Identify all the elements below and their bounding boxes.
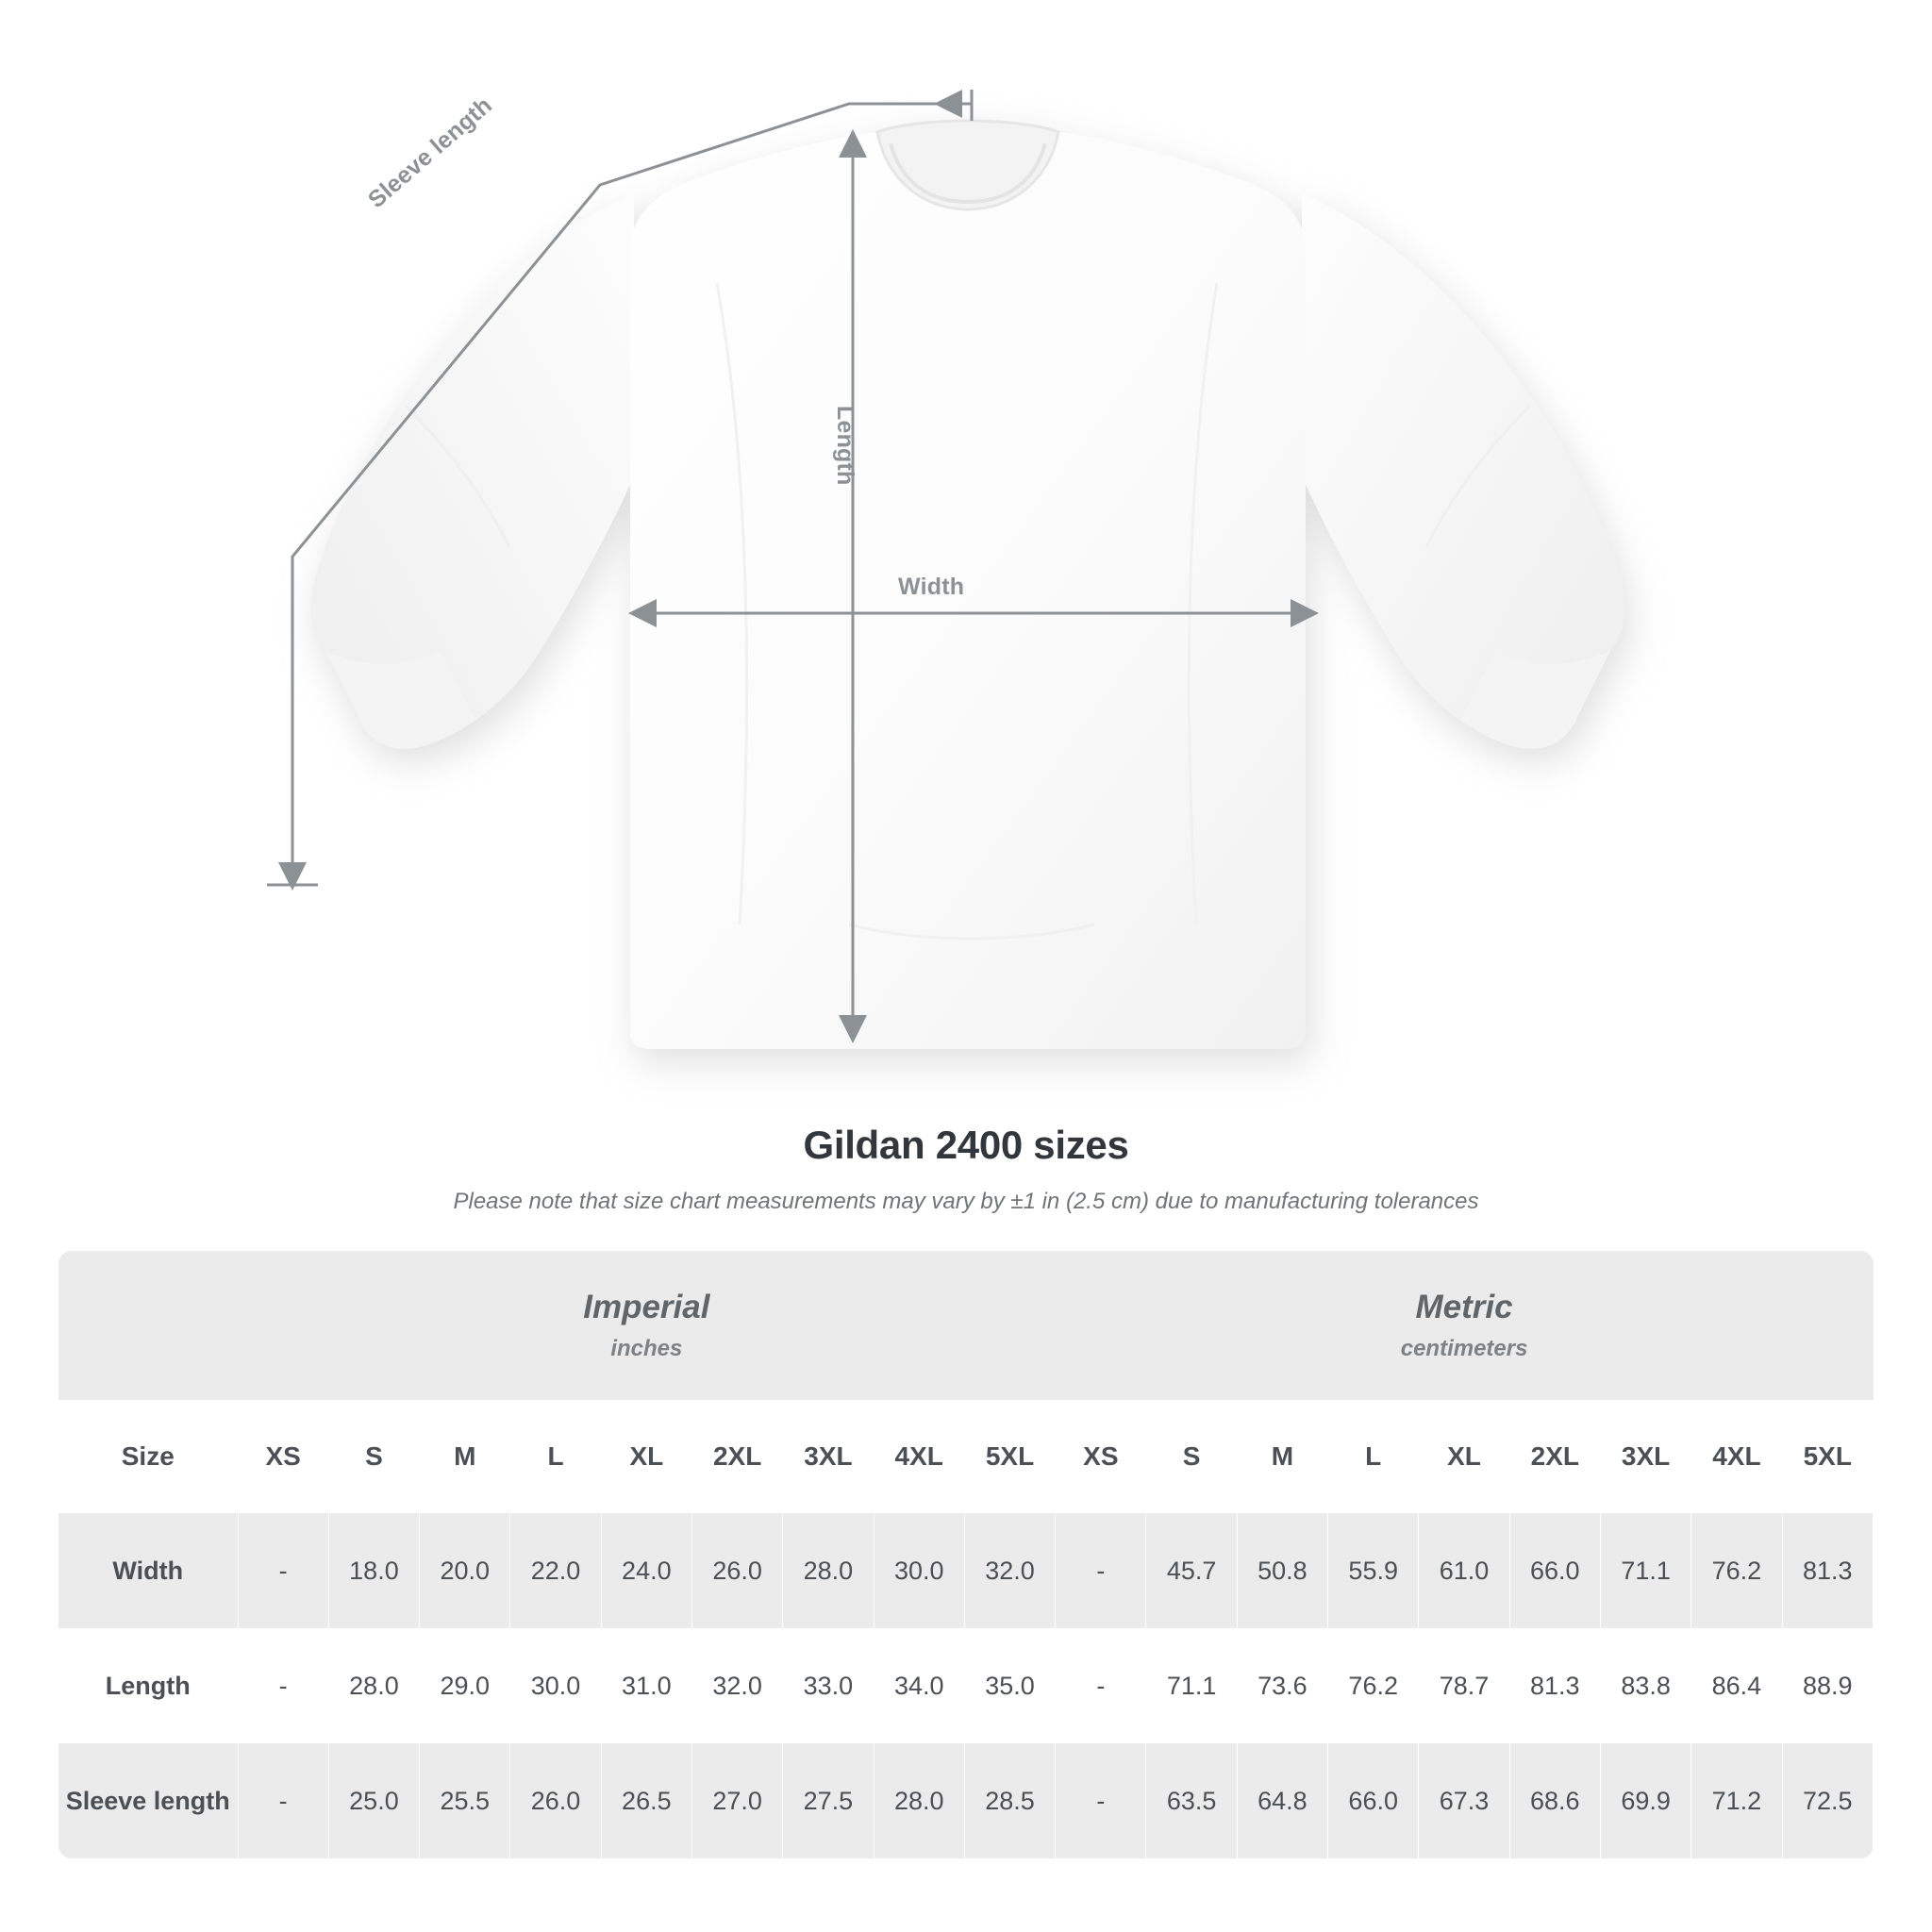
unit-row-spacer xyxy=(58,1251,238,1400)
size-col-imperial-2xl: 2XL xyxy=(691,1400,782,1513)
row-label-sleeve-length: Sleeve length xyxy=(58,1743,238,1858)
table-row xyxy=(58,1513,1874,1628)
length-dimension-label: Length xyxy=(832,406,858,486)
cell-sleeve-metric-2xl: 68.6 xyxy=(1509,1743,1600,1858)
size-col-metric-4xl: 4XL xyxy=(1691,1400,1782,1513)
cell-width-imperial-3xl: 28.0 xyxy=(783,1513,874,1628)
cell-length-imperial-2xl: 32.0 xyxy=(691,1628,782,1743)
cell-sleeve-imperial-3xl: 27.5 xyxy=(783,1743,874,1858)
cell-width-imperial-s: 18.0 xyxy=(328,1513,419,1628)
unit-group-imperial-sub: inches xyxy=(610,1336,683,1361)
size-col-imperial-s: S xyxy=(328,1400,419,1513)
cell-length-metric-xs: - xyxy=(1056,1628,1146,1743)
cell-width-metric-m: 50.8 xyxy=(1237,1513,1327,1628)
cell-width-metric-4xl: 76.2 xyxy=(1691,1513,1782,1628)
unit-group-row xyxy=(58,1251,1874,1400)
unit-group-imperial xyxy=(238,1251,1056,1400)
cell-length-imperial-xl: 31.0 xyxy=(601,1628,691,1743)
cell-length-metric-m: 73.6 xyxy=(1237,1628,1327,1743)
cell-width-imperial-2xl: 26.0 xyxy=(691,1513,782,1628)
size-col-metric-m: M xyxy=(1237,1400,1327,1513)
cell-sleeve-metric-xl: 67.3 xyxy=(1419,1743,1509,1858)
size-col-imperial-4xl: 4XL xyxy=(874,1400,964,1513)
cell-sleeve-imperial-l: 26.0 xyxy=(510,1743,601,1858)
cell-width-metric-l: 55.9 xyxy=(1328,1513,1419,1628)
size-header-cell: Size xyxy=(58,1400,238,1513)
cell-width-imperial-xs: - xyxy=(238,1513,328,1628)
size-col-metric-l: L xyxy=(1328,1400,1419,1513)
cell-sleeve-metric-4xl: 71.2 xyxy=(1691,1743,1782,1858)
cell-length-metric-xl: 78.7 xyxy=(1419,1628,1509,1743)
size-table-container xyxy=(58,1251,1874,1858)
cell-length-imperial-4xl: 34.0 xyxy=(874,1628,964,1743)
cell-width-metric-5xl: 81.3 xyxy=(1782,1513,1873,1628)
cell-width-metric-s: 45.7 xyxy=(1146,1513,1237,1628)
cell-length-imperial-l: 30.0 xyxy=(510,1628,601,1743)
size-table xyxy=(58,1251,1874,1858)
size-col-imperial-5xl: 5XL xyxy=(964,1400,1055,1513)
cell-length-metric-l: 76.2 xyxy=(1328,1628,1419,1743)
cell-length-metric-s: 71.1 xyxy=(1146,1628,1237,1743)
cell-sleeve-metric-3xl: 69.9 xyxy=(1600,1743,1690,1858)
size-col-imperial-m: M xyxy=(420,1400,510,1513)
cell-sleeve-imperial-2xl: 27.0 xyxy=(691,1743,782,1858)
size-col-metric-2xl: 2XL xyxy=(1509,1400,1600,1513)
size-col-metric-xs: XS xyxy=(1056,1400,1146,1513)
sleeve-length-dimension-label: Sleeve length xyxy=(363,92,497,214)
size-col-imperial-l: L xyxy=(510,1400,601,1513)
cell-length-imperial-m: 29.0 xyxy=(420,1628,510,1743)
cell-width-imperial-4xl: 30.0 xyxy=(874,1513,964,1628)
cell-sleeve-imperial-xl: 26.5 xyxy=(601,1743,691,1858)
row-label-length: Length xyxy=(58,1628,238,1743)
title-block xyxy=(0,1123,1932,1215)
cell-sleeve-imperial-4xl: 28.0 xyxy=(874,1743,964,1858)
unit-group-imperial-name: Imperial xyxy=(583,1289,710,1325)
row-label-width: Width xyxy=(58,1513,238,1628)
cell-width-metric-xl: 61.0 xyxy=(1419,1513,1509,1628)
size-col-imperial-xl: XL xyxy=(601,1400,691,1513)
cell-length-metric-2xl: 81.3 xyxy=(1509,1628,1600,1743)
size-col-imperial-xs: XS xyxy=(238,1400,328,1513)
cell-length-imperial-xs: - xyxy=(238,1628,328,1743)
table-row xyxy=(58,1743,1874,1858)
cell-sleeve-metric-l: 66.0 xyxy=(1328,1743,1419,1858)
cell-width-imperial-m: 20.0 xyxy=(420,1513,510,1628)
cell-width-metric-3xl: 71.1 xyxy=(1600,1513,1690,1628)
cell-length-imperial-s: 28.0 xyxy=(328,1628,419,1743)
cell-width-metric-xs: - xyxy=(1056,1513,1146,1628)
width-dimension-label: Width xyxy=(898,574,965,600)
tolerance-note: Please note that size chart measurements may vary by ±1 in (2.5 cm) due to manufacturing tolerances xyxy=(453,1189,1479,1214)
cell-sleeve-imperial-m: 25.5 xyxy=(420,1743,510,1858)
cell-sleeve-imperial-5xl: 28.5 xyxy=(964,1743,1055,1858)
table-row xyxy=(58,1628,1874,1743)
size-col-metric-5xl: 5XL xyxy=(1782,1400,1873,1513)
cell-length-imperial-5xl: 35.0 xyxy=(964,1628,1055,1743)
size-header-row xyxy=(58,1400,1874,1513)
cell-sleeve-metric-m: 64.8 xyxy=(1237,1743,1327,1858)
cell-sleeve-imperial-xs: - xyxy=(238,1743,328,1858)
cell-sleeve-metric-xs: - xyxy=(1056,1743,1146,1858)
size-col-metric-s: S xyxy=(1146,1400,1237,1513)
cell-length-imperial-3xl: 33.0 xyxy=(783,1628,874,1743)
cell-width-metric-2xl: 66.0 xyxy=(1509,1513,1600,1628)
size-col-imperial-3xl: 3XL xyxy=(783,1400,874,1513)
cell-width-imperial-xl: 24.0 xyxy=(601,1513,691,1628)
cell-length-metric-3xl: 83.8 xyxy=(1600,1628,1690,1743)
page-title: Gildan 2400 sizes xyxy=(803,1123,1129,1167)
cell-width-imperial-5xl: 32.0 xyxy=(964,1513,1055,1628)
unit-group-metric-name: Metric xyxy=(1415,1289,1513,1325)
cell-sleeve-metric-5xl: 72.5 xyxy=(1782,1743,1873,1858)
cell-width-imperial-l: 22.0 xyxy=(510,1513,601,1628)
cell-length-metric-5xl: 88.9 xyxy=(1782,1628,1873,1743)
size-col-metric-3xl: 3XL xyxy=(1600,1400,1690,1513)
cell-sleeve-imperial-s: 25.0 xyxy=(328,1743,419,1858)
unit-group-metric xyxy=(1056,1251,1874,1400)
size-col-metric-xl: XL xyxy=(1419,1400,1509,1513)
cell-sleeve-metric-s: 63.5 xyxy=(1146,1743,1237,1858)
cell-length-metric-4xl: 86.4 xyxy=(1691,1628,1782,1743)
unit-group-metric-sub: centimeters xyxy=(1400,1336,1528,1361)
